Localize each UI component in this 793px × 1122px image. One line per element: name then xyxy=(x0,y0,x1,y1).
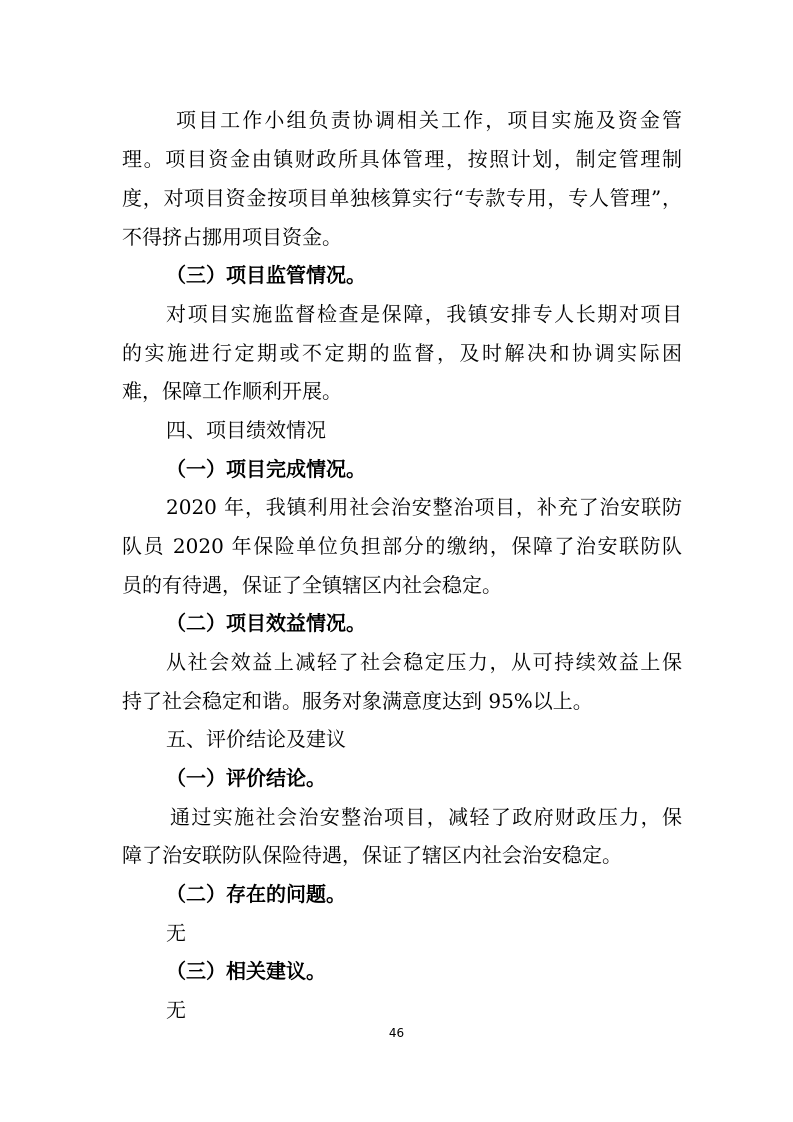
heading-related-suggestions: （三）相关建议。 xyxy=(166,959,326,983)
heading-existing-problems: （二）存在的问题。 xyxy=(166,882,346,906)
paragraph-1-line-2: 理。项目资金由镇财政所具体管理，按照计划，制定管理制 xyxy=(122,147,682,171)
page-number: 46 xyxy=(388,1026,405,1040)
heading-project-benefit: （二）项目效益情况。 xyxy=(166,611,366,635)
paragraph-3-line-2: 队员 2020 年保险单位负担部分的缴纳，保障了治安联防队 xyxy=(122,534,682,558)
paragraph-1-line-3: 度，对项目资金按项目单独核算实行“专款专用，专人管理”， xyxy=(122,186,682,210)
paragraph-1-line-4: 不得挤占挪用项目资金。 xyxy=(122,225,342,249)
paragraph-3-line-1: 2020 年，我镇利用社会治安整治项目，补充了治安联防 xyxy=(166,495,682,519)
paragraph-5-line-1: 通过实施社会治安整治项目，减轻了政府财政压力，保 xyxy=(170,805,682,829)
heading-project-supervision: （三）项目监管情况。 xyxy=(166,263,366,287)
paragraph-5-line-2: 障了治安联防队保险待遇，保证了辖区内社会治安稳定。 xyxy=(122,843,622,867)
paragraph-3-line-3: 员的有待遇，保证了全镇辖区内社会稳定。 xyxy=(122,573,502,597)
section-4-title: 四、项目绩效情况 xyxy=(166,418,326,442)
paragraph-2-line-3: 难，保障工作顺利开展。 xyxy=(122,379,342,403)
section-5-title: 五、评价结论及建议 xyxy=(166,727,346,751)
paragraph-2-line-1: 对项目实施监督检查是保障，我镇安排专人长期对项目 xyxy=(166,302,682,326)
heading-project-completion: （一）项目完成情况。 xyxy=(166,457,366,481)
paragraph-4-line-2: 持了社会稳定和谐。服务对象满意度达到 95%以上。 xyxy=(122,689,593,713)
paragraph-6-text: 无 xyxy=(166,921,186,945)
paragraph-7-text: 无 xyxy=(166,998,186,1022)
paragraph-4-line-1: 从社会效益上减轻了社会稳定压力，从可持续效益上保 xyxy=(166,650,682,674)
heading-evaluation-conclusion: （一）评价结论。 xyxy=(166,766,326,790)
paragraph-1-line-1: 项目工作小组负责协调相关工作，项目实施及资金管 xyxy=(176,108,682,132)
paragraph-2-line-2: 的实施进行定期或不定期的监督，及时解决和协调实际困 xyxy=(122,341,682,365)
